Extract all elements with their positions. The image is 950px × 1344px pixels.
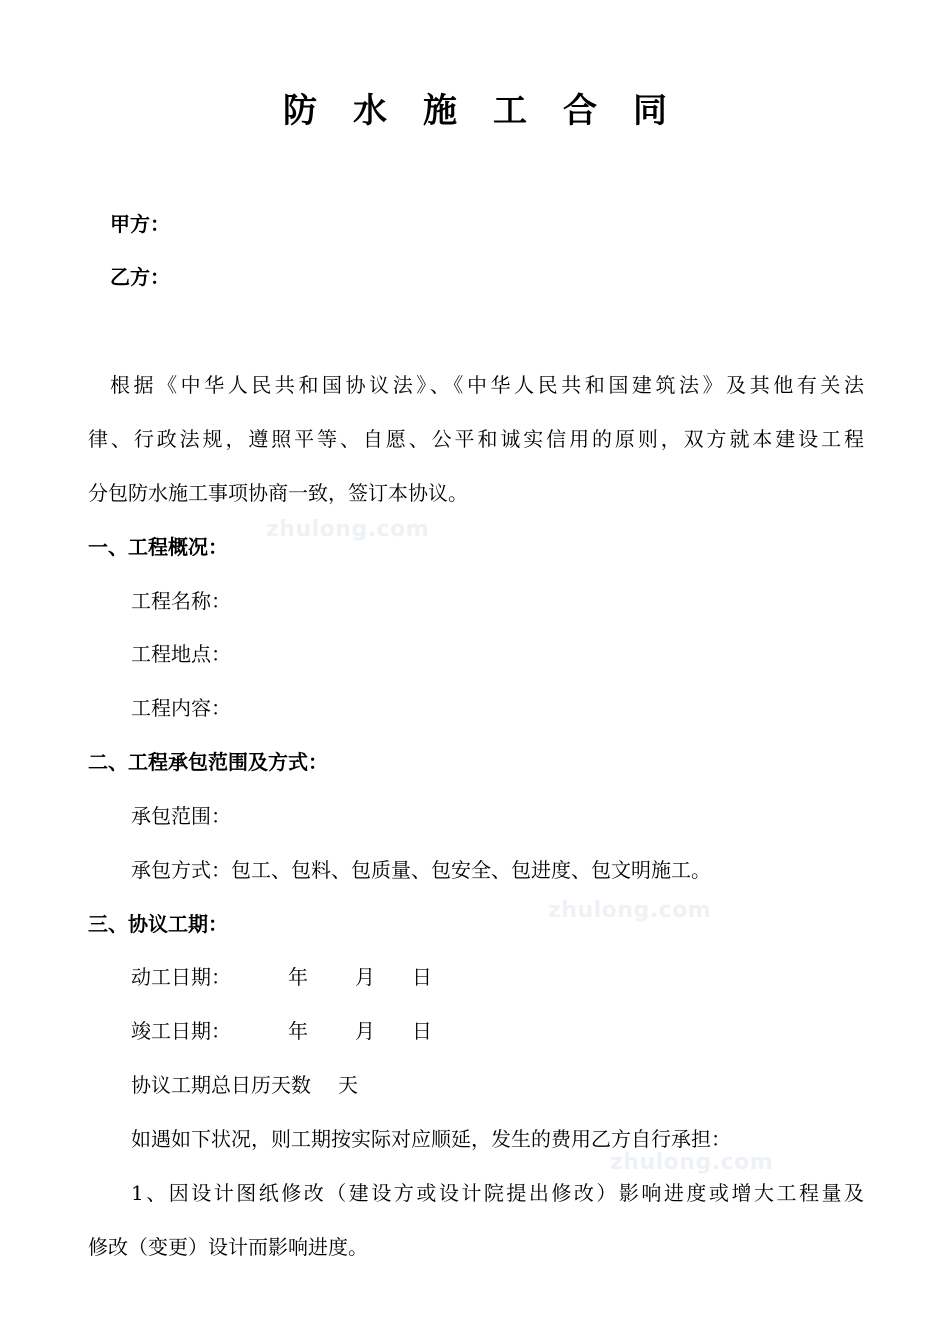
total-days-label: 协议工期总日历天数 (131, 1073, 311, 1097)
party-b-label: 乙方： (110, 265, 170, 289)
end-date-day: 日 (412, 1019, 432, 1043)
delay-item-1-line-2: 修改（变更）设计而影响进度。 (88, 1235, 368, 1259)
end-date-month: 月 (355, 1019, 375, 1043)
end-date-year: 年 (288, 1019, 308, 1043)
project-location-label: 工程地点： (131, 642, 231, 666)
total-days-line (131, 1071, 358, 1099)
end-date-label: 竣工日期： (131, 1019, 231, 1043)
watermark-3: zhulong.com (610, 1150, 774, 1175)
project-content-label: 工程内容： (131, 696, 231, 720)
delay-item-1-line-1: 1、因设计图纸修改（建设方或设计院提出修改）影响进度或增大工程量及 (131, 1181, 864, 1205)
project-name-label: 工程名称： (131, 589, 231, 613)
section-3-heading: 三、协议工期： (88, 912, 228, 936)
contract-method-line: 承包方式：包工、包料、包质量、包安全、包进度、包文明施工。 (131, 858, 711, 882)
start-date-label: 动工日期： (131, 965, 231, 989)
end-date-line (131, 1017, 432, 1045)
start-date-year: 年 (288, 965, 308, 989)
delay-intro-line: 如遇如下状况，则工期按实际对应顺延，发生的费用乙方自行承担： (131, 1127, 731, 1151)
total-days-unit: 天 (338, 1073, 358, 1097)
contract-scope-label: 承包范围： (131, 804, 231, 828)
party-a-label: 甲方： (110, 212, 170, 236)
document-title: 防水施工合同 (283, 91, 703, 131)
start-date-line (131, 963, 432, 991)
start-date-day: 日 (412, 965, 432, 989)
section-2-heading: 二、工程承包范围及方式： (88, 750, 328, 774)
start-date-month: 月 (355, 965, 375, 989)
watermark-1: zhulong.com (266, 517, 430, 542)
watermark-2: zhulong.com (548, 898, 712, 923)
intro-line-2: 律、行政法规，遵照平等、自愿、公平和诚实信用的原则，双方就本建设工程 (88, 427, 864, 451)
intro-line-1: 根据《中华人民共和国协议法》、《中华人民共和国建筑法》及其他有关法 (110, 373, 864, 397)
section-1-heading: 一、工程概况： (88, 535, 228, 559)
intro-line-3: 分包防水施工事项协商一致，签订本协议。 (88, 481, 468, 505)
